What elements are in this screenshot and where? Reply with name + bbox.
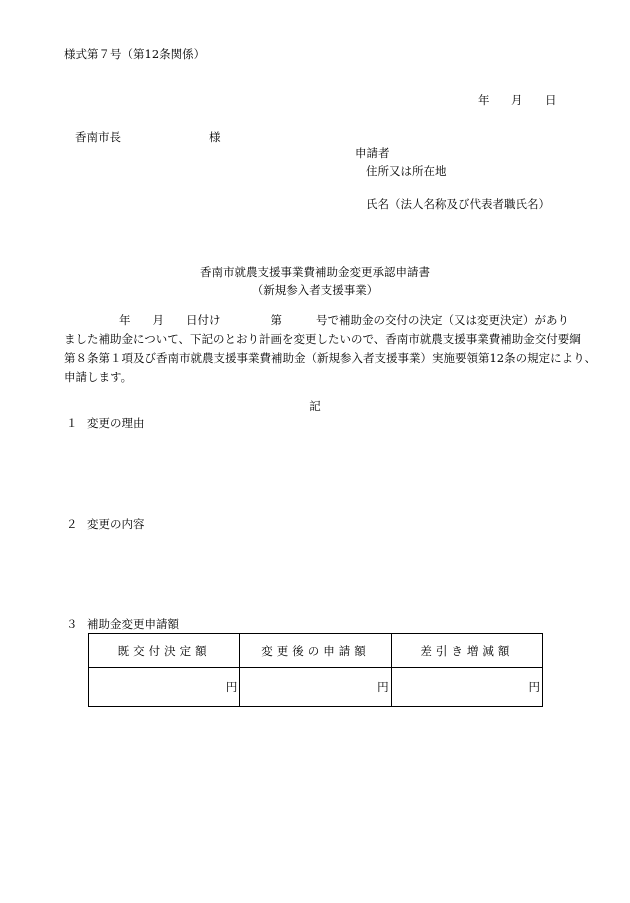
- date-day-label: 日: [545, 93, 557, 107]
- cell-difference[interactable]: 円: [391, 668, 542, 707]
- cell-already-granted[interactable]: 円: [89, 668, 240, 707]
- section-1-label: 変更の理由: [87, 416, 145, 430]
- subsidy-amount-table: [88, 633, 543, 707]
- applicant-heading: 申請者: [355, 146, 390, 160]
- body-paragraph: [64, 311, 597, 387]
- applicant-name-label: 氏名（法人名称及び代表者職氏名）: [366, 197, 550, 211]
- header-changed-amount: 変更後の申請額: [240, 634, 391, 668]
- addressee-name: 香南市長: [75, 130, 121, 144]
- section-2-label: 変更の内容: [87, 517, 145, 531]
- document-subtitle: （新規参入者支援事業）: [251, 283, 379, 297]
- body-month: 月: [152, 313, 164, 327]
- document-title: 香南市就農支援事業費補助金変更承認申請書: [200, 265, 430, 279]
- cell-changed-amount[interactable]: 円: [240, 668, 391, 707]
- header-difference: 差引き増減額: [391, 634, 542, 668]
- date-month-label: 月: [511, 93, 523, 107]
- ki-heading: 記: [309, 399, 321, 413]
- header-already-granted: 既交付決定額: [89, 634, 240, 668]
- applicant-address-label: 住所又は所在地: [366, 164, 447, 178]
- body-line-1-rest: 号で補助金の交付の決定（又は変更決定）があり: [316, 313, 569, 327]
- body-line-4: 申請します。: [64, 370, 133, 384]
- table-value-row: [89, 668, 543, 707]
- body-day-attached: 日付け: [186, 313, 221, 327]
- body-line-2: ました補助金について、下記のとおり計画を変更したいので、香南市就農支援事業費補助金交付要綱: [64, 332, 581, 346]
- body-year: 年: [119, 313, 131, 327]
- body-line-3: 第８条第１項及び香南市就農支援事業費補助金（新規参入者支援事業）実施要領第12条の規定により、: [64, 351, 597, 365]
- section-3-number: ３: [66, 617, 78, 631]
- form-number: 様式第７号（第12条関係）: [64, 47, 206, 61]
- section-2-number: ２: [66, 517, 78, 531]
- section-1-number: １: [66, 416, 78, 430]
- body-number-prefix: 第: [270, 313, 282, 327]
- table-header-row: [89, 634, 543, 668]
- addressee-honorific: 様: [209, 130, 221, 144]
- section-3-label: 補助金変更申請額: [87, 617, 179, 631]
- date-year-label: 年: [478, 93, 490, 107]
- body-line-1: [64, 311, 574, 330]
